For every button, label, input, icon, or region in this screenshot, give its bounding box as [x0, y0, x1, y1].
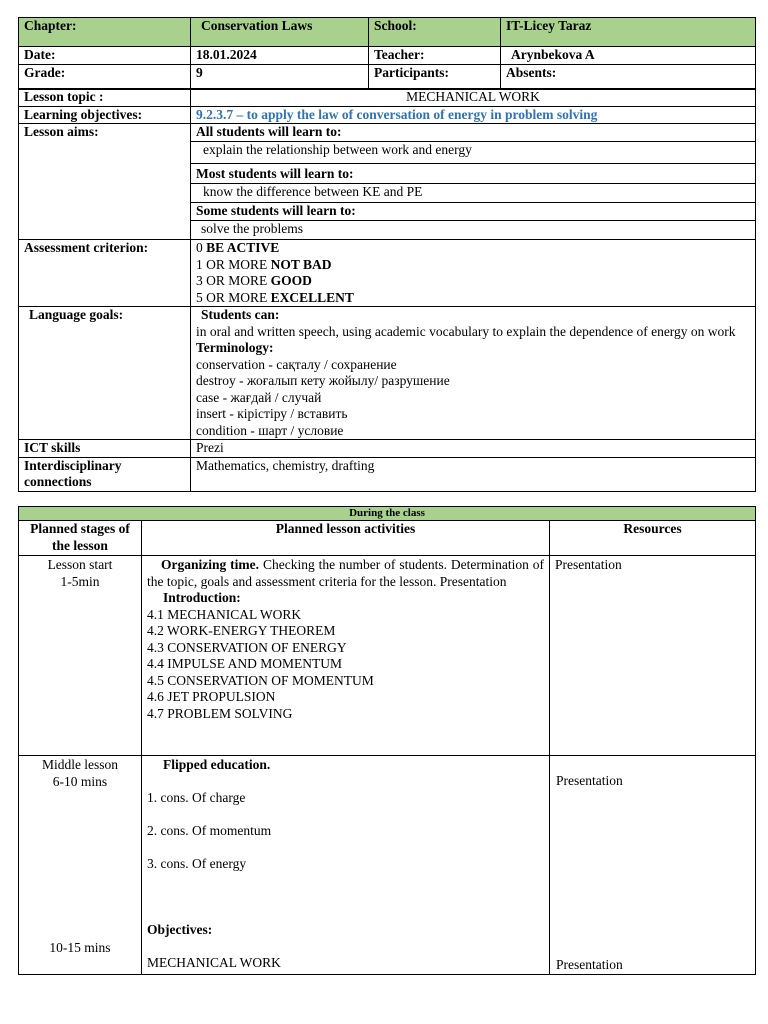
start-activities-cell — [142, 556, 550, 756]
language-content — [191, 307, 756, 440]
date-value: 18.01.2024 — [191, 47, 369, 65]
grade-row — [19, 64, 756, 89]
terminology-item: conservation - сақталу / сохранение — [196, 356, 397, 372]
lesson-details-table — [18, 88, 756, 492]
stage-duration: 6-10 mins — [52, 773, 108, 789]
objectives-label: Learning objectives: — [19, 106, 191, 124]
stage-duration: 10-15 mins — [49, 940, 111, 955]
terminology-item: condition - шарт / условие — [196, 422, 344, 438]
aims-label: Lesson aims: — [19, 124, 191, 240]
chapter-value: Conservation Laws — [191, 18, 369, 47]
col-header-stages: Planned stages of the lesson — [19, 521, 142, 556]
introduction-item: 4.5 CONSERVATION OF MOMENTUM — [147, 672, 374, 688]
during-class-table — [18, 506, 756, 975]
school-label: School: — [369, 18, 501, 47]
grade-value: 9 — [191, 64, 369, 89]
introduction-item: 4.4 IMPULSE AND MOMENTUM — [147, 656, 343, 671]
terminology-item: destroy - жоғалып кету жойылу/ разрушение — [196, 373, 450, 388]
introduction-item: 4.7 PROBLEM SOLVING — [147, 705, 293, 721]
middle-activities-cell — [142, 756, 550, 975]
middle-resource: Presentation — [556, 773, 623, 788]
during-class-banner: During the class — [19, 507, 756, 521]
stage-duration: 1-5min — [60, 573, 100, 589]
introduction-item: 4.1 MECHANICAL WORK — [147, 606, 302, 622]
participants-label: Participants: — [369, 64, 501, 89]
interdisciplinary-value: Mathematics, chemistry, drafting — [191, 457, 756, 491]
assessment-item: 5 OR MORE EXCELLENT — [196, 289, 354, 305]
lesson-info-table — [18, 17, 756, 90]
assessment-item: 1 OR MORE NOT BAD — [196, 256, 332, 272]
col-header-resources: Resources — [550, 521, 756, 556]
teacher-label: Teacher: — [369, 47, 501, 65]
teacher-value: Arynbekova A — [501, 47, 756, 65]
middle-resource: Presentation — [556, 957, 623, 972]
lesson-start-row — [19, 556, 756, 756]
students-can-heading: Students can: — [201, 307, 280, 322]
objectives-heading: Objectives: — [147, 922, 213, 937]
language-row — [19, 307, 756, 440]
middle-stage-cell — [19, 756, 142, 975]
aim-text: know the difference between KE and PE — [191, 184, 756, 203]
during-class-banner-row — [19, 507, 756, 521]
organizing-time: Organizing time. Checking the number of students. Determination of the topic, goals and assessment criteria for the lesson. Presentation — [147, 557, 544, 589]
col-header-activities: Planned lesson activities — [142, 521, 550, 556]
topic-value: MECHANICAL WORK — [191, 89, 756, 107]
chapter-row — [19, 18, 756, 47]
topic-label: Lesson topic : — [19, 89, 191, 107]
aim-heading: Some students will learn to: — [191, 203, 756, 221]
ict-row — [19, 440, 756, 458]
ict-value: Prezi — [191, 440, 756, 458]
terminology-item: insert - кірістіру / вставить — [196, 406, 348, 421]
date-row — [19, 47, 756, 65]
aim-text: explain the relationship between work and energy — [191, 142, 756, 164]
flipped-item: 3. cons. Of energy — [147, 856, 247, 871]
date-label: Date: — [19, 47, 191, 65]
topic-row — [19, 89, 756, 107]
stage-label: Lesson start — [47, 557, 113, 572]
grade-label: Grade: — [19, 64, 191, 89]
stage-label: Middle lesson — [41, 757, 119, 772]
objectives-text: MECHANICAL WORK — [147, 955, 281, 970]
terminology-heading: Terminology: — [196, 340, 274, 355]
column-header-row — [19, 521, 756, 556]
middle-resources-cell — [550, 756, 756, 975]
language-label: Language goals: — [19, 307, 191, 440]
objectives-row — [19, 106, 756, 124]
interdisciplinary-label: Interdisciplinary connections — [19, 457, 191, 491]
flipped-item: 1. cons. Of charge — [147, 790, 246, 805]
introduction-item: 4.2 WORK-ENERGY THEOREM — [147, 623, 336, 638]
school-value: IT-Licey Taraz — [501, 18, 756, 47]
objectives-value: 9.2.3.7 – to apply the law of conversation of energy in problem solving — [191, 106, 756, 124]
start-resource: Presentation — [550, 556, 756, 756]
chapter-label: Chapter: — [19, 18, 191, 47]
middle-lesson-row — [19, 756, 756, 975]
assessment-item: 3 OR MORE GOOD — [196, 273, 312, 288]
aim-heading: All students will learn to: — [191, 124, 756, 142]
introduction-heading: Introduction: — [163, 590, 241, 605]
assessment-label: Assessment criterion: — [19, 240, 191, 307]
students-can-text: in oral and written speech, using academic vocabulary to explain the dependence of energy on work — [196, 323, 736, 339]
assessment-list — [191, 240, 756, 307]
aims-row — [19, 124, 756, 142]
aim-text: solve the problems — [191, 221, 756, 240]
flipped-heading: Flipped education. — [163, 757, 271, 772]
ict-label: ICT skills — [19, 440, 191, 458]
start-stage-cell — [19, 556, 142, 756]
terminology-item: case - жағдай / случай — [196, 389, 322, 405]
interdisciplinary-row — [19, 457, 756, 491]
assessment-row — [19, 240, 756, 307]
introduction-item: 4.3 CONSERVATION OF ENERGY — [147, 639, 347, 655]
aim-heading: Most students will learn to: — [191, 164, 756, 184]
flipped-item: 2. cons. Of momentum — [147, 823, 272, 838]
absents-label: Absents: — [501, 64, 756, 89]
introduction-item: 4.6 JET PROPULSION — [147, 689, 276, 704]
assessment-item: 0 BE ACTIVE — [196, 240, 280, 255]
